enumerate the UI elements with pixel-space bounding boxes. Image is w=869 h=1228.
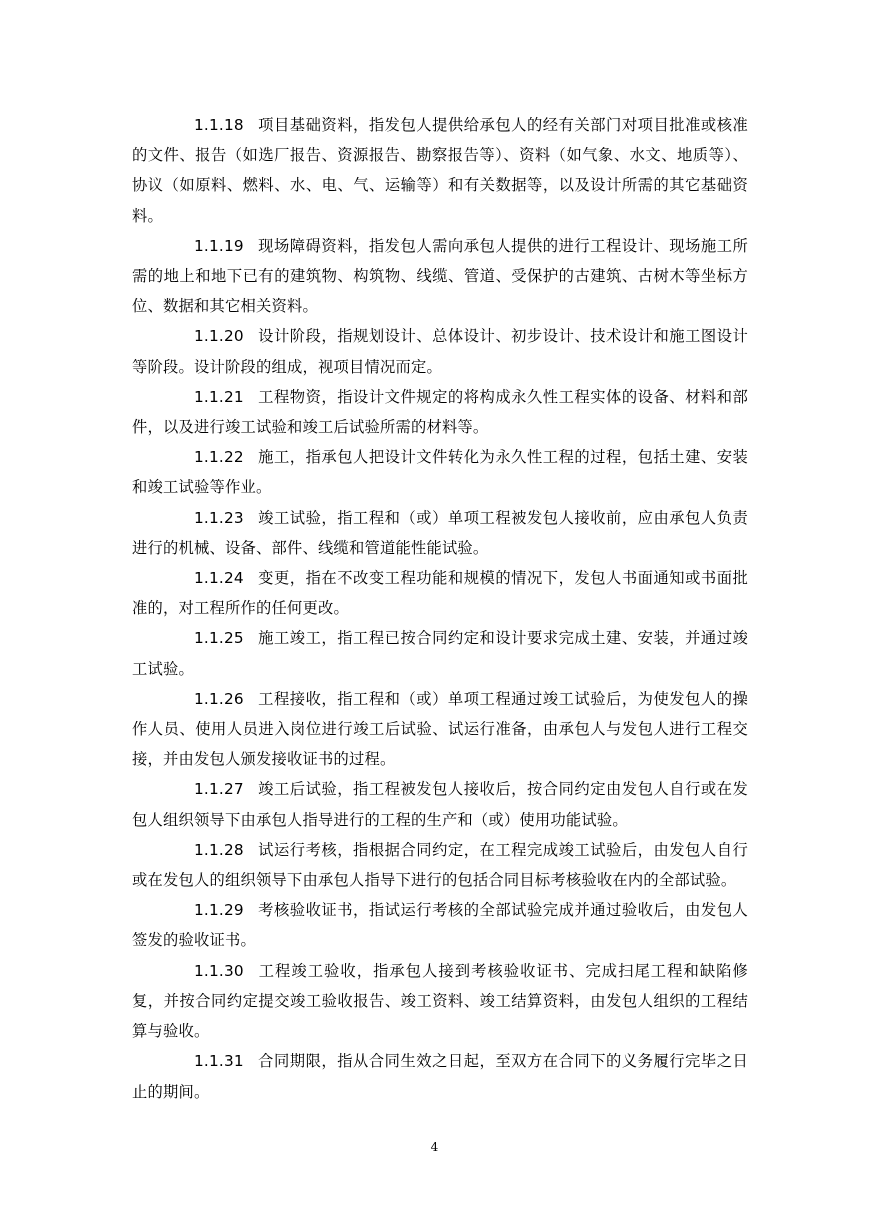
clause-number: 1.1.29 xyxy=(194,901,244,920)
clause-number: 1.1.19 xyxy=(194,236,244,255)
clause-text: 项目基础资料，指发包人提供给承包人的经有关部门对项目批准或核准的文件、报告（如选厂报告、资源报告、勘察报告等）、资料（如气象、水文、地质等）、协议（如原料、燃料、水、电、气、运输等）和有关数据等，以及设计所需的其它基础资料。 xyxy=(132,116,748,225)
clause-text: 工程物资，指设计文件规定的将构成永久性工程实体的设备、材料和部件，以及进行竣工试验和竣工后试验所需的材料等。 xyxy=(132,387,748,437)
definition-paragraph-1-1-30 xyxy=(132,956,748,1047)
clause-text: 工程竣工验收，指承包人接到考核验收证书、完成扫尾工程和缺陷修复，并按合同约定提交竣工验收报告、竣工资料、竣工结算资料，由发包人组织的工程结算与验收。 xyxy=(132,961,748,1041)
definition-paragraph-1-1-21 xyxy=(132,382,748,442)
clause-number: 1.1.30 xyxy=(194,961,244,980)
clause-number: 1.1.18 xyxy=(194,116,244,134)
clause-number: 1.1.31 xyxy=(194,1052,244,1071)
clause-number: 1.1.20 xyxy=(194,327,244,346)
definition-paragraph-1-1-25 xyxy=(132,623,748,683)
clause-number: 1.1.26 xyxy=(194,689,244,708)
clause-text: 施工竣工，指工程已按合同约定和设计要求完成土建、安装，并通过竣工试验。 xyxy=(132,629,748,678)
clause-text: 设计阶段，指规划设计、总体设计、初步设计、技术设计和施工图设计等阶段。设计阶段的组成，视项目情况而定。 xyxy=(132,327,748,376)
clause-text: 试运行考核，指根据合同约定，在工程完成竣工试验后，由发包人自行或在发包人的组织领导下由承包人指导下进行的包括合同目标考核验收在内的全部试验。 xyxy=(132,840,748,890)
definition-paragraph-1-1-23 xyxy=(132,503,748,563)
definition-paragraph-1-1-29 xyxy=(132,895,748,955)
clause-text: 工程接收，指工程和（或）单项工程通过竣工试验后，为使发包人的操作人员、使用人员进入岗位进行竣工后试验、试运行准备，由承包人与发包人进行工程交接，并由发包人颁发接收证书的过程。 xyxy=(132,689,748,769)
definition-paragraph-1-1-28 xyxy=(132,835,748,895)
definition-paragraph-1-1-19 xyxy=(132,231,748,322)
clause-text: 竣工试验，指工程和（或）单项工程被发包人接收前，应由承包人负责进行的机械、设备、部件、线缆和管道能性能试验。 xyxy=(132,508,748,557)
definition-paragraph-1-1-24 xyxy=(132,563,748,623)
definition-paragraph-1-1-20 xyxy=(132,321,748,381)
definition-paragraph-1-1-18 xyxy=(132,110,748,231)
clause-text: 竣工后试验，指工程被发包人接收后，按合同约定由发包人自行或在发包人组织领导下由承包人指导进行的工程的生产和（或）使用功能试验。 xyxy=(132,780,748,829)
definition-paragraph-1-1-22 xyxy=(132,442,748,502)
clause-text: 现场障碍资料，指发包人需向承包人提供的进行工程设计、现场施工所需的地上和地下已有的建筑物、构筑物、线缆、管道、受保护的古建筑、古树木等坐标方位、数据和其它相关资料。 xyxy=(132,236,748,316)
document-body xyxy=(132,110,748,1107)
clause-text: 变更，指在不改变工程功能和规模的情况下，发包人书面通知或书面批准的，对工程所作的任何更改。 xyxy=(132,569,748,618)
clause-text: 考核验收证书，指试运行考核的全部试验完成并通过验收后，由发包人签发的验收证书。 xyxy=(132,901,748,950)
clause-number: 1.1.24 xyxy=(194,569,244,588)
clause-text: 合同期限，指从合同生效之日起，至双方在合同下的义务履行完毕之日止的期间。 xyxy=(132,1052,748,1101)
definition-paragraph-1-1-26 xyxy=(132,684,748,775)
page-number: 4 xyxy=(430,1140,439,1154)
clause-number: 1.1.23 xyxy=(194,508,244,527)
clause-number: 1.1.22 xyxy=(194,448,244,467)
clause-number: 1.1.25 xyxy=(194,629,244,648)
clause-number: 1.1.28 xyxy=(194,840,244,859)
clause-number: 1.1.21 xyxy=(194,387,244,406)
definition-paragraph-1-1-27 xyxy=(132,774,748,834)
clause-text: 施工，指承包人把设计文件转化为永久性工程的过程，包括土建、安装和竣工试验等作业。 xyxy=(132,448,748,497)
clause-number: 1.1.27 xyxy=(194,780,244,799)
definition-paragraph-1-1-31 xyxy=(132,1046,748,1106)
